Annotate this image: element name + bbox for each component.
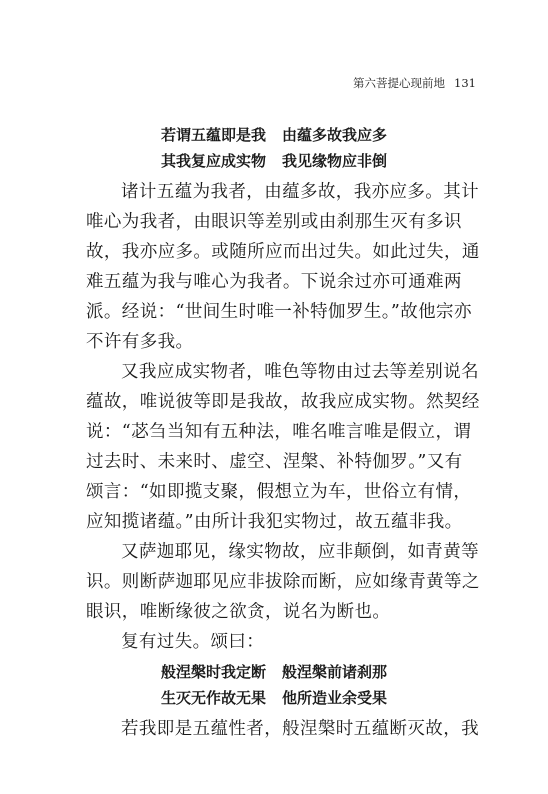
- paragraph-line: 故，我亦应多。或随所应而出过失。如此过失，通: [86, 242, 480, 262]
- verse-1-line-2: [0, 150, 548, 171]
- paragraph-line: 颂言：“如即揽支聚，假想立为车，世俗立有情，: [86, 482, 472, 502]
- paragraph-line: 复有过失。颂曰：: [121, 632, 265, 652]
- verse-2-line-2: [0, 687, 548, 708]
- page-number: 131: [454, 76, 476, 90]
- paragraph-line: 又萨迦耶见，缘实物故，应非颠倒，如青黄等: [121, 542, 479, 562]
- verse-half: 若谓五蕴即是我: [160, 126, 266, 144]
- paragraph-line: 应知揽诸蕴。”由所计我犯实物过，故五蕴非我。: [86, 512, 463, 532]
- paragraph-line: 唯心为我者，由眼识等差别或由刹那生灭有多识: [86, 212, 462, 232]
- verse-1-line-1: [0, 124, 548, 145]
- paragraph-line: 又我应成实物者，唯色等物由过去等差别说名: [121, 362, 479, 382]
- verse-half: 般涅槃时我定断: [160, 663, 266, 681]
- verse-half: 生灭无作故无果: [160, 689, 266, 707]
- paragraph-line: 难五蕴为我与唯心为我者。下说余过亦可通难两: [86, 272, 462, 292]
- paragraph-line: 识。则断萨迦耶见应非拔除而断，应如缘青黄等之: [86, 572, 480, 592]
- paragraph-line: 眼识，唯断缘彼之欲贪，说名为断也。: [86, 602, 391, 622]
- paragraph-line: 若我即是五蕴性者，般涅槃时五蕴断灭故，我: [121, 719, 479, 739]
- running-header: [353, 75, 476, 91]
- verse-half: 其我复应成实物: [160, 152, 266, 170]
- verse-half: 他所造业余受果: [282, 689, 388, 707]
- verse-2-line-1: [0, 661, 548, 682]
- paragraph-line: 派。经说：“世间生时唯一补特伽罗生。”故他宗亦: [86, 302, 472, 322]
- chapter-title: 第六菩提心现前地: [353, 76, 446, 90]
- verse-half: 般涅槃前诸刹那: [282, 663, 388, 681]
- paragraph-line: 蕴故，唯说彼等即是我故，故我应成实物。然契经: [86, 392, 480, 412]
- paragraph-line: 过去时、未来时、虚空、涅槃、补特伽罗。”又有: [86, 452, 463, 472]
- verse-half: 我见缘物应非倒: [282, 152, 388, 170]
- paragraph-line: 诸计五蕴为我者，由蕴多故，我亦应多。其计: [121, 182, 479, 202]
- paragraph-line: 说：“苾刍当知有五种法，唯名唯言唯是假立，谓: [86, 422, 472, 442]
- verse-half: 由蕴多故我应多: [282, 126, 388, 144]
- paragraph-line: 不许有多我。: [86, 332, 194, 352]
